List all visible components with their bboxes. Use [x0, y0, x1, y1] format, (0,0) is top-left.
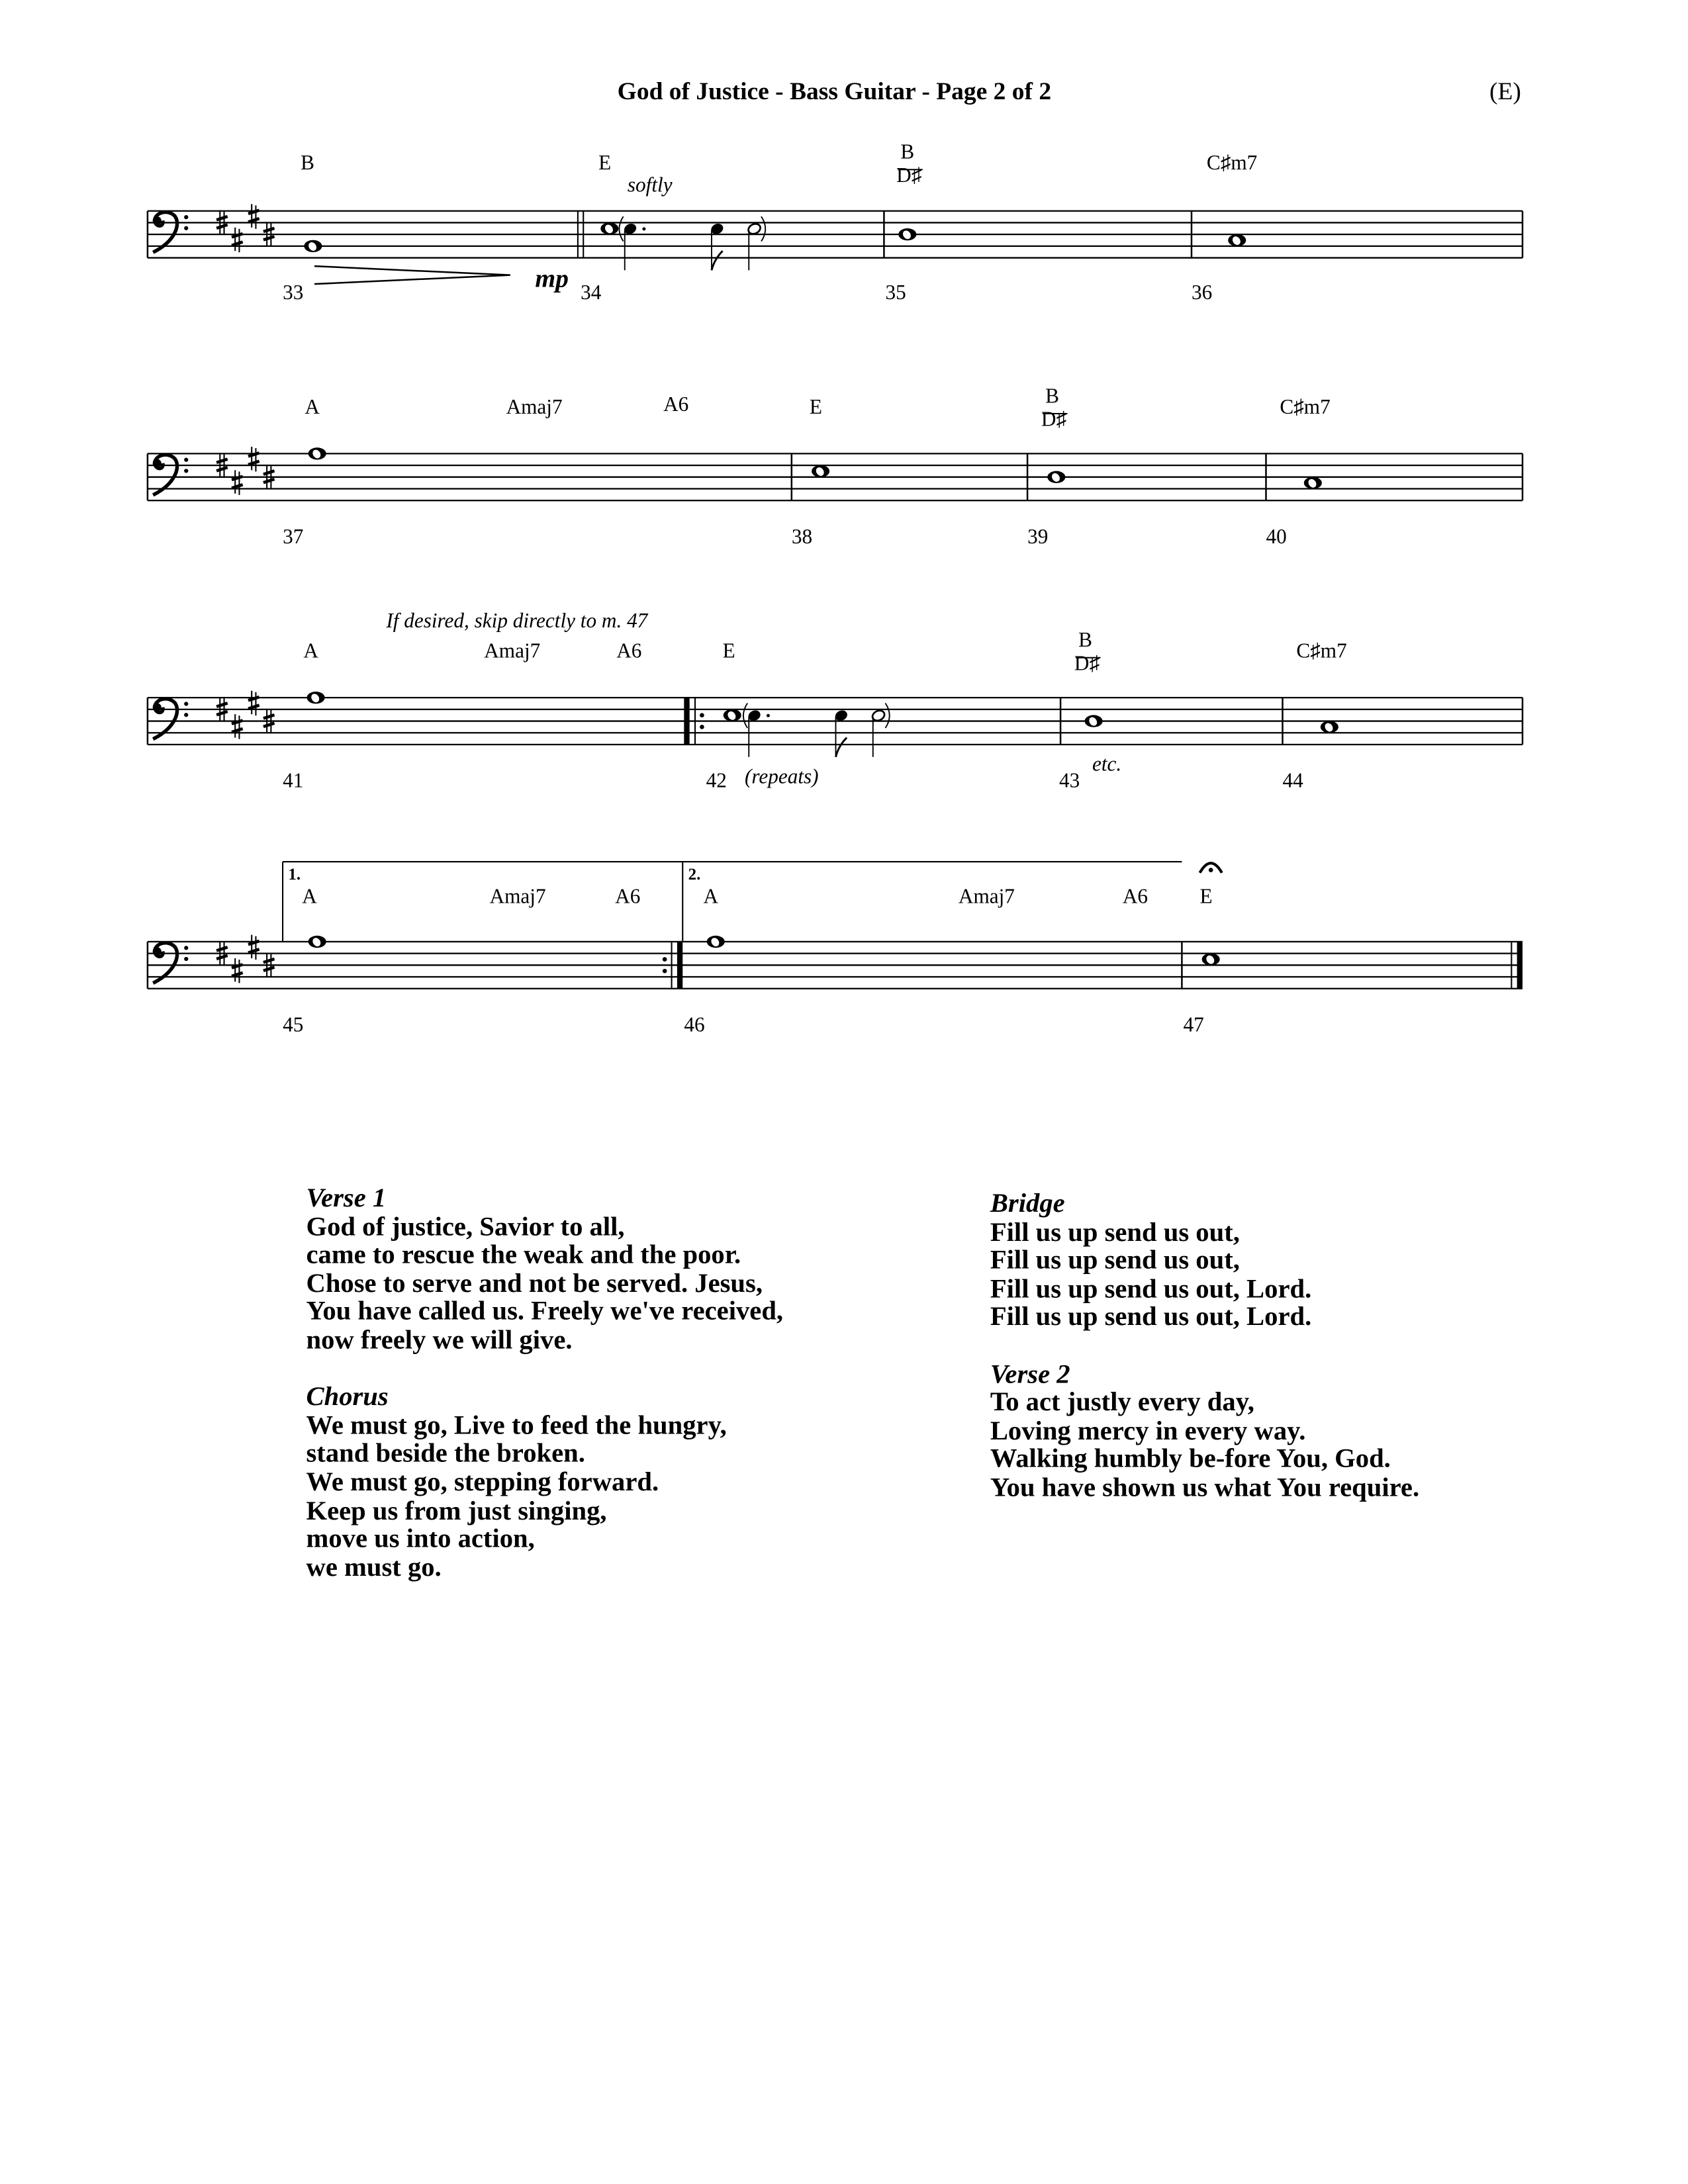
chord-symbol: C♯m7 [1206, 151, 1258, 175]
dynamic-marking: mp [535, 263, 569, 293]
lyric-line: Keep us from just singing, [306, 1496, 607, 1526]
chord-symbol: E [1199, 884, 1213, 908]
bass-clef-dot [184, 469, 188, 473]
sharp-icon [263, 479, 275, 482]
sharp-icon [232, 484, 243, 488]
sharp-icon [263, 959, 275, 962]
slash-chord-top: B [900, 140, 915, 163]
chord-symbol: A6 [1122, 884, 1149, 908]
chord-symbol: A6 [663, 392, 689, 416]
bass-clef-dot [184, 946, 188, 950]
measure-number: 39 [1027, 524, 1049, 548]
sharp-icon [232, 973, 243, 976]
lyrics-left-column [306, 1186, 783, 1584]
expression-text: softly [627, 173, 673, 197]
repeat-dot [663, 957, 667, 962]
parenthesis [885, 703, 889, 727]
bass-clef-dot [184, 458, 188, 462]
slash-chord-bottom: D♯ [896, 163, 922, 187]
chord-symbol: A [305, 394, 320, 418]
slash-chord-bottom: D♯ [1074, 651, 1100, 675]
chord-symbol: Amaj7 [484, 639, 541, 662]
slash-chord-bottom: D♯ [1041, 407, 1067, 431]
chord-symbol: A [302, 884, 317, 908]
bass-clef-dot [184, 702, 188, 705]
key-label: (E) [1489, 77, 1521, 105]
dot [767, 714, 770, 717]
chord-symbol: E [722, 639, 735, 662]
chord-symbol: E [809, 394, 823, 418]
sharp-icon [263, 236, 275, 240]
sharp-icon [216, 711, 228, 715]
lyric-line: came to rescue the weak and the poor. [306, 1241, 741, 1271]
sharp-icon [232, 242, 243, 246]
dot [642, 227, 645, 230]
system-3 [283, 609, 1347, 792]
measure-number: 40 [1266, 524, 1287, 548]
second-ending-label: 2. [688, 866, 701, 884]
fermata-icon [1209, 868, 1213, 872]
sharp-icon [248, 461, 259, 465]
system-4 [283, 866, 1213, 1036]
measure-number: 44 [1282, 768, 1303, 792]
lyrics-right-column [990, 1191, 1419, 1504]
sharp-icon [216, 703, 228, 706]
lyric-line: we must go. [306, 1553, 442, 1583]
first-ending-label: 1. [288, 866, 301, 884]
sharp-icon [216, 459, 228, 463]
measure-number: 42 [706, 768, 727, 792]
parenthesis [619, 216, 623, 241]
bass-clef-dot [184, 713, 188, 717]
bass-clef-dot [184, 226, 188, 230]
lyric-line: stand beside the broken. [306, 1439, 585, 1469]
lyric-line: Fill us up send us out, [990, 1218, 1240, 1248]
chord-symbol: B [301, 151, 315, 175]
lyric-line: Chose to serve and not be served. Jesus, [306, 1269, 763, 1299]
chord-symbol: E [598, 151, 612, 175]
section-heading: Chorus [306, 1383, 389, 1412]
lyric-line: Fill us up send us out, [990, 1246, 1240, 1276]
lyric-line: Fill us up send us out, Lord. [990, 1275, 1312, 1304]
section-heading: Verse 2 [990, 1360, 1070, 1390]
repeat-dot [663, 969, 667, 974]
flag [835, 738, 847, 757]
decrescendo-hairpin [314, 266, 510, 284]
sharp-icon [263, 715, 275, 718]
etc-note: etc. [1092, 752, 1122, 776]
lyric-line: To act justly every day, [990, 1388, 1254, 1418]
bass-clef-icon [153, 947, 161, 956]
sharp-icon [216, 467, 228, 471]
chord-symbol: A [303, 639, 318, 662]
sharp-icon [248, 705, 259, 709]
lyric-line: We must go, Live to feed the hungry, [306, 1411, 727, 1441]
chord-symbol: C♯m7 [1280, 394, 1331, 418]
section-heading: Bridge [990, 1189, 1065, 1219]
chord-symbol: A6 [615, 884, 641, 908]
lyric-line: Fill us up send us out, Lord. [990, 1303, 1312, 1333]
measure-number: 46 [684, 1013, 705, 1036]
section-heading: Verse 1 [306, 1184, 387, 1214]
sharp-icon [216, 956, 228, 959]
sharp-icon [248, 949, 259, 952]
chord-symbol: A [703, 884, 719, 908]
sharp-icon [216, 947, 228, 950]
lyric-line: You have shown us what You require. [990, 1473, 1420, 1503]
lyric-line: move us into action, [306, 1525, 535, 1555]
sharp-icon [216, 216, 228, 220]
measure-number: 37 [283, 524, 304, 548]
page-title: God of Justice - Bass Guitar - Page 2 of 2 [617, 77, 1052, 105]
sharp-icon [263, 723, 275, 727]
measure-number: 47 [1183, 1013, 1204, 1036]
bass-clef-icon [153, 703, 161, 711]
sharp-icon [263, 228, 275, 232]
lyric-line: now freely we will give. [306, 1326, 573, 1355]
performance-direction: If desired, skip directly to m. 47 [386, 608, 648, 632]
measure-number: 33 [283, 281, 304, 304]
parenthesis [743, 703, 747, 727]
chord-symbol: Amaj7 [489, 884, 546, 908]
lyric-line: You have called us. Freely we've received, [306, 1298, 784, 1327]
sharp-icon [263, 471, 275, 474]
repeat-dot [700, 725, 704, 729]
measure-number: 45 [283, 1013, 304, 1036]
bass-clef-icon [153, 216, 161, 224]
chord-symbol: A6 [616, 639, 642, 662]
repeats-note: (repeats) [744, 764, 819, 788]
chord-symbol: Amaj7 [506, 394, 563, 418]
repeat-dot [700, 713, 704, 717]
measure-number: 36 [1191, 281, 1213, 304]
parenthesis [761, 216, 765, 241]
sharp-icon [263, 967, 275, 970]
chord-symbol: C♯m7 [1296, 639, 1347, 662]
measure-number: 35 [885, 281, 906, 304]
sharp-icon [232, 729, 243, 732]
lyric-line: Walking humbly be-fore You, God. [990, 1445, 1391, 1475]
chord-symbol: Amaj7 [958, 884, 1015, 908]
bass-clef-dot [184, 215, 188, 219]
lyric-line: Loving mercy in every way. [990, 1417, 1306, 1446]
measure-number: 34 [581, 281, 602, 304]
measure-number: 38 [791, 524, 813, 548]
sharp-icon [216, 225, 228, 228]
lyric-line: God of justice, Savior to all, [306, 1212, 625, 1242]
measure-number: 41 [283, 768, 304, 792]
lyric-line: We must go, stepping forward. [306, 1468, 659, 1498]
bass-clef-dot [184, 957, 188, 961]
slash-chord-top: B [1045, 384, 1060, 408]
sharp-icon [248, 218, 259, 222]
flag [712, 251, 723, 270]
bass-clef-icon [153, 459, 161, 468]
measure-number: 43 [1058, 768, 1080, 792]
slash-chord-top: B [1078, 628, 1093, 652]
